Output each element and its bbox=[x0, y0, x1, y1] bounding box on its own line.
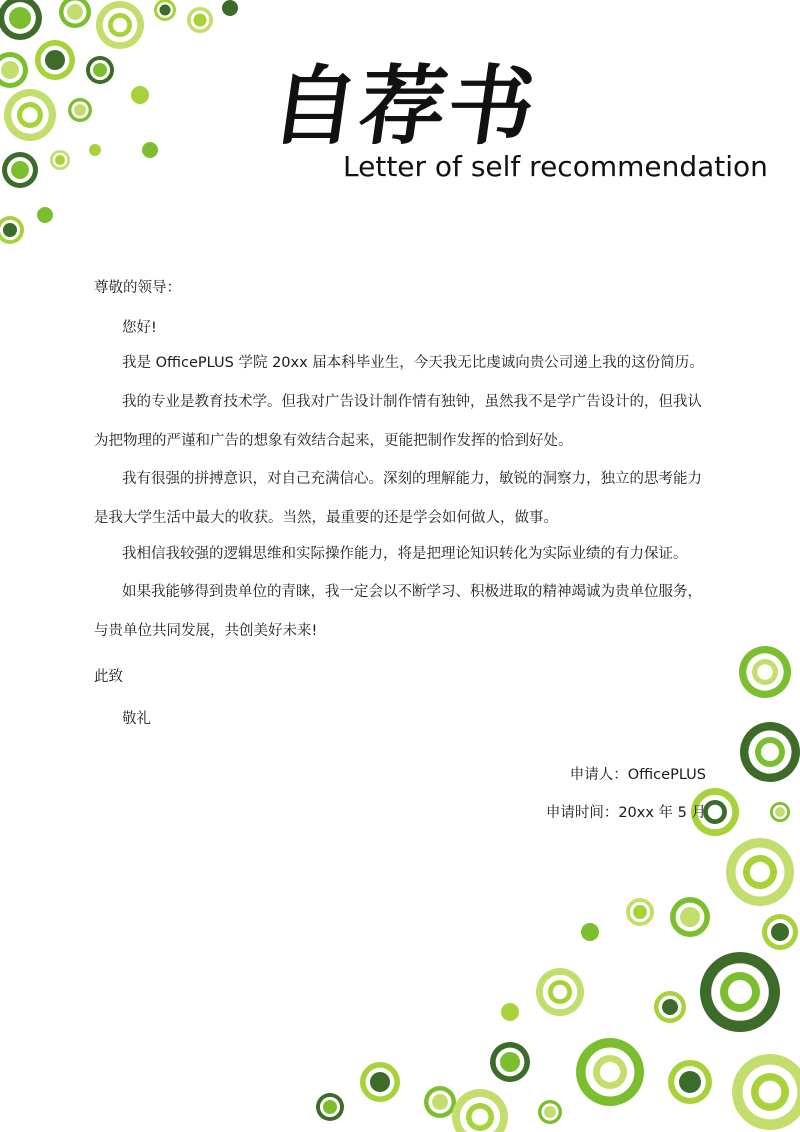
decor-circle bbox=[680, 907, 700, 927]
bottom-right-circles-decoration bbox=[260, 612, 800, 1132]
decor-circle bbox=[222, 0, 238, 16]
decor-circle bbox=[759, 1081, 782, 1104]
decor-circle bbox=[160, 5, 171, 16]
decor-circle bbox=[708, 805, 722, 819]
decor-circle bbox=[472, 1109, 489, 1126]
paragraph-3-line-1: 我有很强的拼搏意识，对自己充满信心。深刻的理解能力，敏锐的洞察力，独立的思考能力 bbox=[122, 471, 702, 487]
decor-circle bbox=[600, 1062, 620, 1082]
decor-circle bbox=[37, 207, 53, 223]
decor-circle bbox=[67, 4, 83, 20]
decor-circle bbox=[501, 1003, 519, 1021]
decor-circle bbox=[1, 61, 19, 79]
decor-circle bbox=[142, 142, 158, 158]
paragraph-1-line-1: 我是 OfficePLUS 学院 20xx 届本科毕业生，今天我无比虔诚向贵公司递上我的这份简历。 bbox=[122, 355, 704, 371]
closing-line-2: 敬礼 bbox=[122, 711, 151, 727]
paragraph-3-line-2: 是我大学生活中最大的收获。当然，最重要的还是学会如何做人，做事。 bbox=[94, 510, 558, 526]
application-date: 申请时间：20xx 年 5 月 bbox=[545, 805, 706, 821]
decor-circle bbox=[500, 1052, 520, 1072]
title-chinese: 自荐书 bbox=[264, 56, 544, 157]
decor-circle bbox=[9, 7, 31, 29]
decor-circle bbox=[757, 664, 773, 680]
salutation: 尊敬的领导： bbox=[94, 280, 181, 296]
paragraph-4-line-1: 我相信我较强的逻辑思维和实际操作能力，将是把理论知识转化为实际业绩的有力保证。 bbox=[122, 546, 688, 562]
decor-circle bbox=[113, 18, 127, 32]
decor-circle bbox=[775, 807, 785, 817]
decor-circle bbox=[89, 144, 101, 156]
decor-circle bbox=[93, 63, 107, 77]
decor-circle bbox=[323, 1100, 337, 1114]
decor-circle bbox=[432, 1094, 448, 1110]
decor-circle bbox=[131, 86, 149, 104]
greeting: 您好! bbox=[122, 320, 157, 336]
decor-circle bbox=[11, 161, 29, 179]
decor-circle bbox=[679, 1071, 701, 1093]
decor-circle bbox=[750, 862, 770, 882]
decor-circle bbox=[771, 923, 789, 941]
decor-circle bbox=[370, 1072, 390, 1092]
decor-circle bbox=[74, 104, 86, 116]
decor-circle bbox=[633, 905, 647, 919]
applicant-signature: 申请人：OfficePLUS bbox=[569, 767, 706, 783]
decor-circle bbox=[45, 50, 65, 70]
paragraph-5-line-1: 如果我能够得到贵单位的青睐，我一定会以不断学习、积极进取的精神竭诚为贵单位服务， bbox=[122, 584, 702, 600]
decor-circle bbox=[194, 14, 207, 27]
decor-circle bbox=[553, 985, 567, 999]
top-left-circles-decoration bbox=[0, 0, 280, 290]
decor-circle bbox=[581, 923, 599, 941]
decor-circle bbox=[544, 1106, 556, 1118]
title-english: Letter of self recommendation bbox=[343, 150, 768, 183]
decor-circle bbox=[761, 743, 779, 761]
decor-circle bbox=[3, 223, 17, 237]
paragraph-2-line-1: 我的专业是教育技术学。但我对广告设计制作情有独钟，虽然我不是学广告设计的，但我认 bbox=[122, 394, 702, 410]
closing-line-1: 此致 bbox=[94, 669, 123, 685]
decor-circle bbox=[55, 155, 65, 165]
decor-circle bbox=[728, 980, 752, 1004]
paragraph-5-line-2: 与贵单位共同发展，共创美好未来! bbox=[94, 623, 318, 639]
decor-circle bbox=[22, 107, 38, 123]
paragraph-2-line-2: 为把物理的严谨和广告的想象有效结合起来，更能把制作发挥的恰到好处。 bbox=[94, 433, 573, 449]
decor-circle bbox=[662, 999, 678, 1015]
